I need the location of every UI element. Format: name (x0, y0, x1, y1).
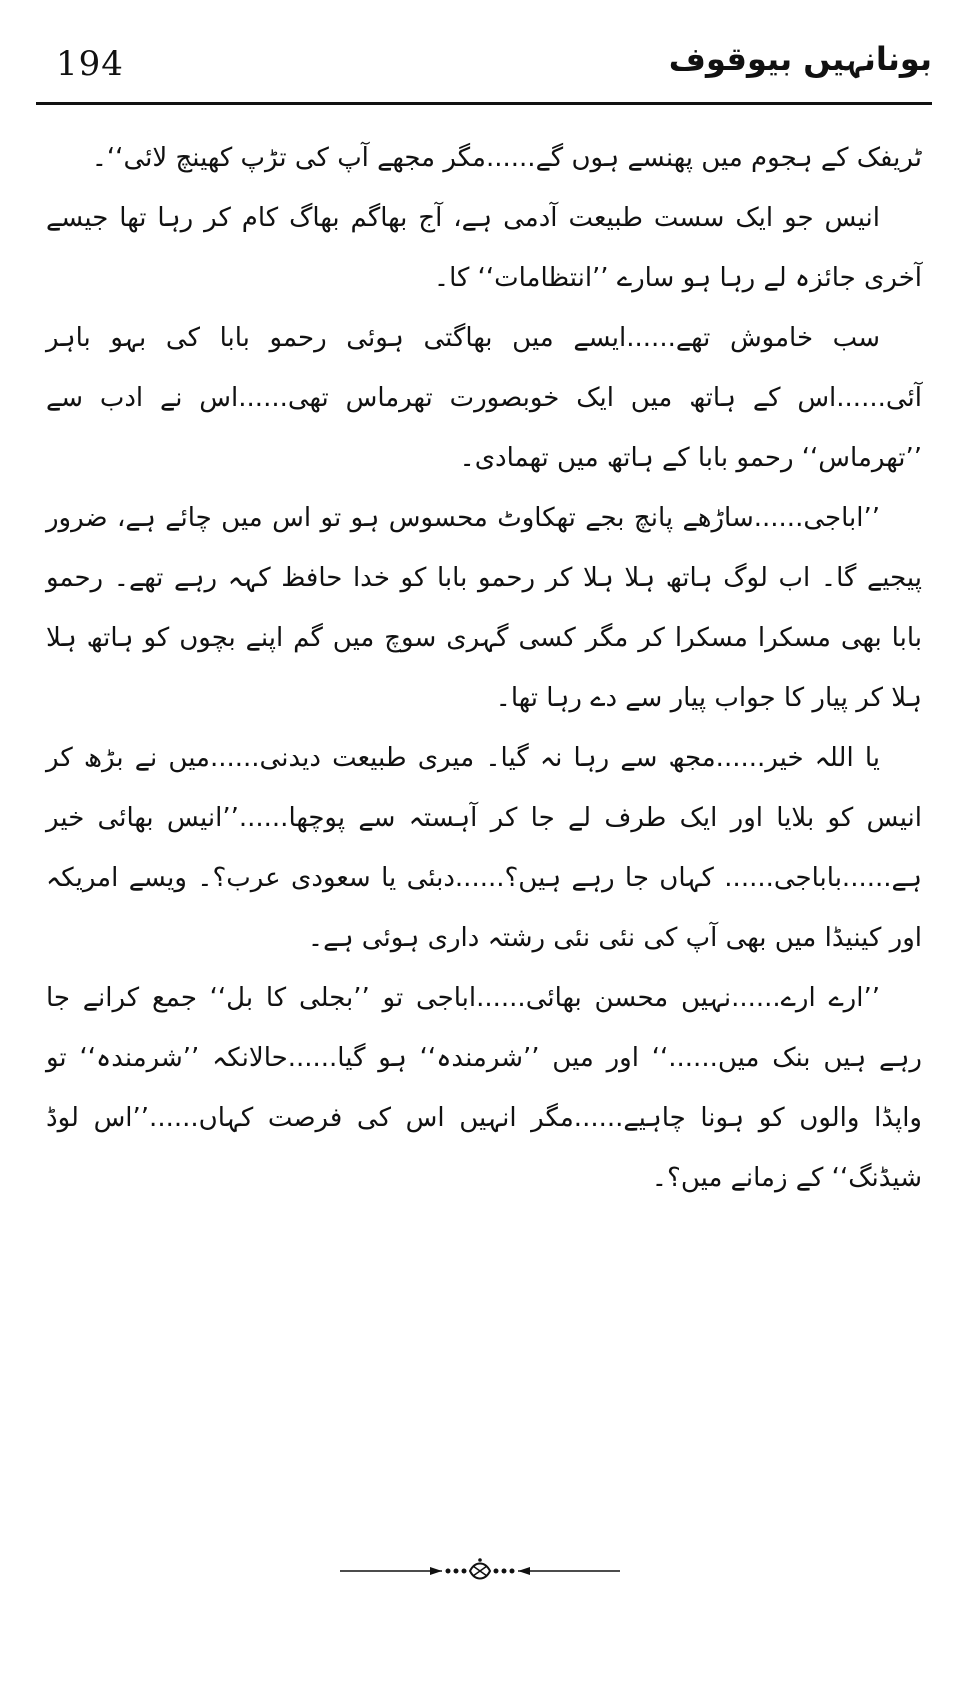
page-header (36, 40, 932, 100)
paragraph-4: ’’اباجی......ساڑھے پانچ بجے تھکاوٹ محسوس ہو تو اس میں چائے ہے، ضرور پیجیے گا۔ اب لوگ ہاتھ ہلا ہلا کر رحمو بابا کو خدا حافظ کہہ رہے تھے۔ رحمو بابا بھی مسکرا مسکرا کر مگر کسی گہری سوچ میں گم اپنے بچوں کو ہاتھ ہلا ہلا کر پیار کا جواب پیار سے دے رہا تھا۔ (46, 503, 922, 713)
paragraph-5: یا اللہ خیر......مجھ سے رہا نہ گیا۔ میری طبیعت دیدنی......میں نے بڑھ کر انیس کو بلایا اور ایک طرف لے جا کر آہستہ سے پوچھا......’’انیس بھائی خیر ہے......باباجی...... کہاں جا رہے ہیں؟......دبئی یا سعودی عرب؟۔ ویسے امریکہ اور کینیڈا میں بھی آپ کی نئی نئی رشتہ داری ہوئی ہے۔ (46, 743, 922, 953)
paragraph-3: سب خاموش تھے......ایسے میں بھاگتی ہوئی رحمو بابا کی بہو باہر آئی......اس کے ہاتھ میں ایک خوبصورت تھرماس تھی......اس نے ادب سے ’’تھرماس‘‘ رحمو بابا کے ہاتھ میں تھمادی۔ (46, 323, 922, 473)
end-ornament-icon (330, 1556, 630, 1586)
paragraph-6: ’’ارے ارے......نہیں محسن بھائی......اباجی تو ’’بجلی کا بل‘‘ جمع کرانے جا رہے ہیں بنک میں......‘‘ اور میں ’’شرمندہ‘‘ ہو گیا......حالانکہ ’’شرمندہ‘‘ تو واپڈا والوں کو ہونا چاہیے......مگر انہیں اس کی فرصت کہاں......’’اس لوڈ شیڈنگ‘‘ کے زمانے میں؟۔ (46, 983, 922, 1193)
running-title: بونانہیں بیوقوف (668, 40, 932, 78)
paragraph-1: ٹریفک کے ہجوم میں پھنسے ہوں گے......مگر مجھے آپ کی تڑپ کھینچ لائی‘‘۔ (91, 143, 922, 173)
paragraph-2: انیس جو ایک سست طبیعت آدمی ہے، آج بھاگم بھاگ کام کر رہا تھا جیسے آخری جائزہ لے رہا ہو سارے ’’انتظامات‘‘ کا۔ (46, 203, 922, 293)
page-number: 194 (56, 44, 124, 84)
header-rule (36, 102, 932, 105)
body-text (46, 128, 922, 1208)
